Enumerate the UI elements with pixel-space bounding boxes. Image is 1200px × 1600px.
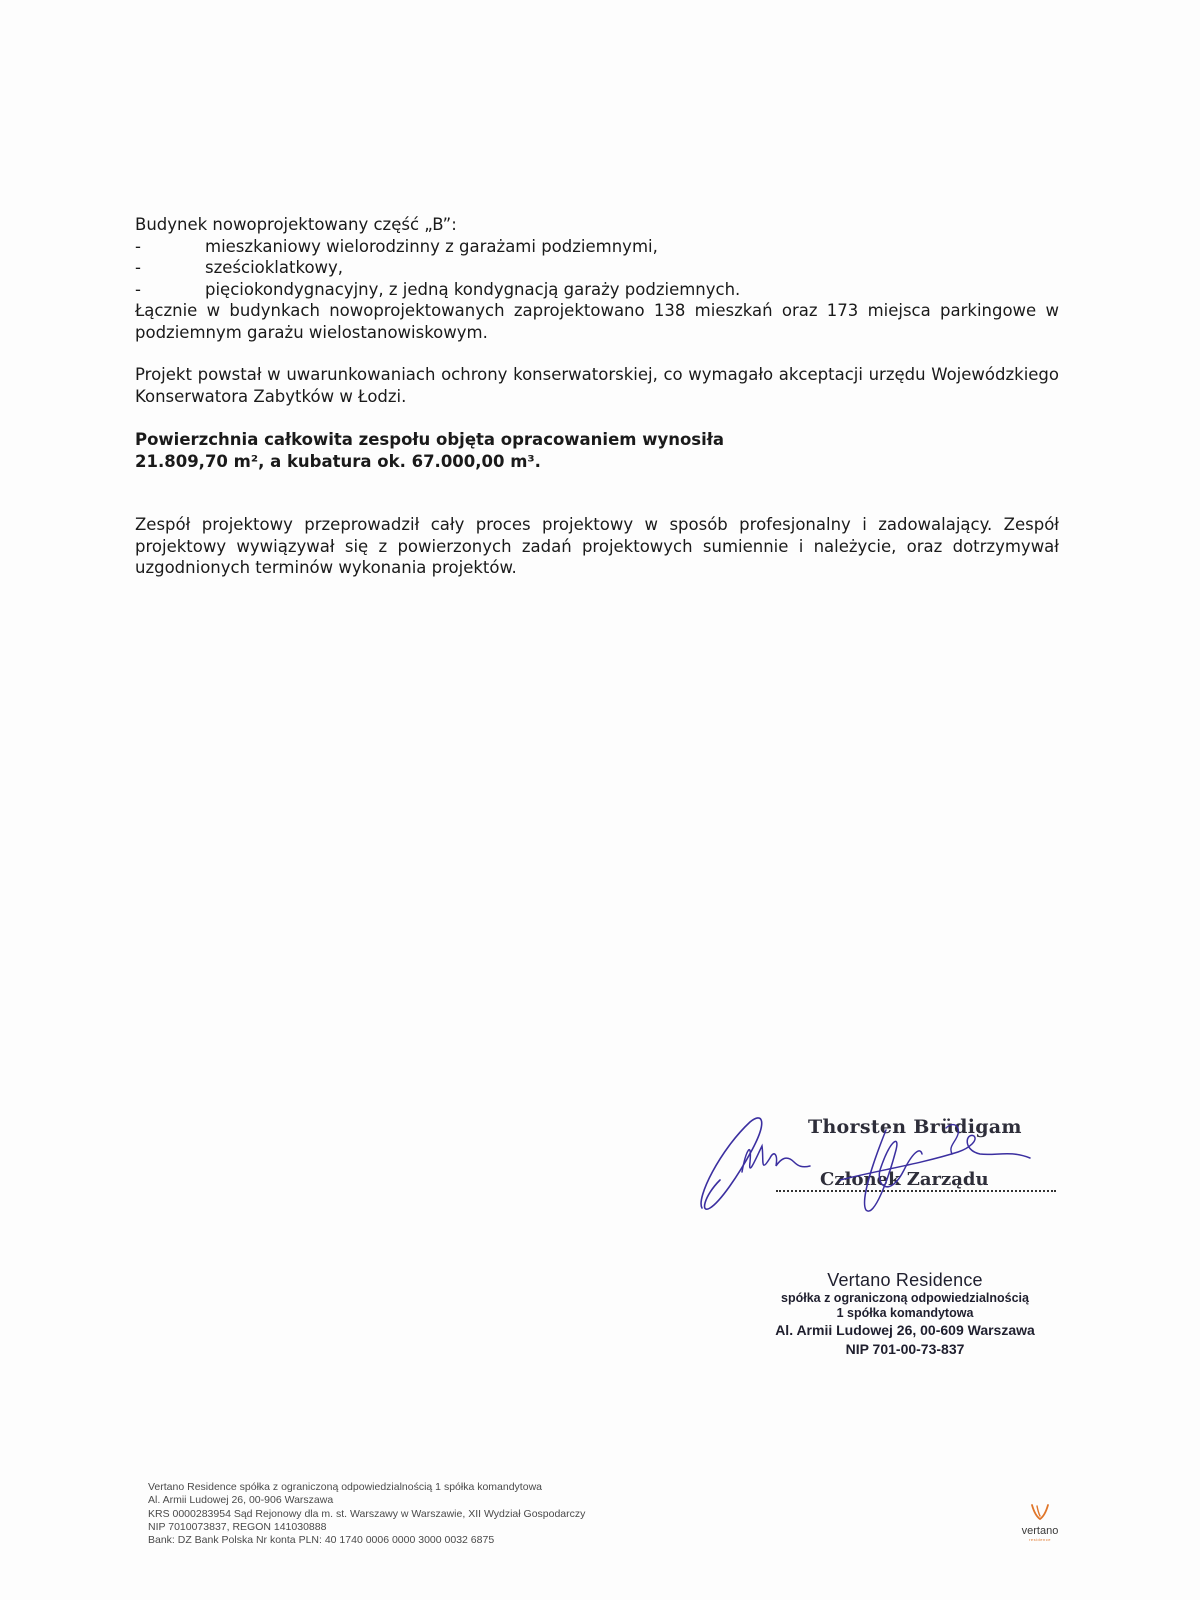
letterhead-footer xyxy=(148,1481,848,1547)
list-item-text: pięciokondygnacyjny, z jedną kondygnacją garaży podziemnych. xyxy=(205,279,741,299)
letter-body xyxy=(135,214,1059,579)
stamp-company-form: spółka z ograniczoną odpowiedzialnością xyxy=(781,1291,1029,1305)
company-stamp xyxy=(760,1270,1050,1359)
bullet-dash: - xyxy=(135,258,141,277)
stamp-address: Al. Armii Ludowej 26, 00-609 Warszawa xyxy=(775,1322,1035,1338)
stamp-company-name: Vertano Residence xyxy=(827,1270,983,1290)
footer-line: Vertano Residence spółka z ograniczoną odpowiedzialnością 1 spółka komandytowa xyxy=(148,1481,542,1493)
vertano-leaf-icon xyxy=(1029,1502,1051,1522)
list-item xyxy=(135,236,1059,258)
vertano-logo xyxy=(1012,1502,1068,1542)
footer-line: KRS 0000283954 Sąd Rejonowy dla m. st. Warszawy w Warszawie, XII Wydział Gospodarczy xyxy=(148,1507,586,1520)
footer-line: NIP 7010073837, REGON 141030888 xyxy=(148,1520,327,1533)
area-line-1: Powierzchnia całkowita zespołu objęta opracowaniem wynosiła xyxy=(135,430,725,449)
logo-subtitle: residence xyxy=(1029,1537,1051,1542)
bullet-dash: - xyxy=(135,279,141,299)
list-item-text: sześcioklatkowy, xyxy=(205,258,344,277)
logo-wordmark: vertano xyxy=(1021,1525,1059,1537)
stamp-company-type: 1 spółka komandytowa xyxy=(836,1306,974,1320)
summary-paragraph: Łącznie w budynkach nowoprojektowanych zaprojektowano 138 mieszkań oraz 173 miejsca parkingowe w podziemnym garażu wielostanowiskowym. xyxy=(135,301,1059,342)
stamp-nip: NIP 701-00-73-837 xyxy=(845,1341,965,1357)
list-item xyxy=(135,257,1059,279)
building-features-list xyxy=(135,236,1059,301)
list-item-text: mieszkaniowy wielorodzinny z garażami podziemnymi, xyxy=(205,236,658,256)
footer-line: Bank: DZ Bank Polska Nr konta PLN: 40 1740 0006 0000 3000 0032 6875 xyxy=(148,1534,495,1547)
signatory-name: Thorsten Brüdigam xyxy=(808,1116,1022,1138)
area-statement xyxy=(135,429,1059,472)
conservation-paragraph: Projekt powstał w uwarunkowaniach ochrony konserwatorskiej, co wymagało akceptacji urzędu Wojewódzkiego Konserwatora Zabytków w Łodzi. xyxy=(135,365,1059,406)
footer-line: Al. Armii Ludowej 26, 00-906 Warszawa xyxy=(148,1494,334,1507)
bullet-dash: - xyxy=(135,236,141,256)
building-intro: Budynek nowoprojektowany część „B”: xyxy=(135,215,457,234)
area-line-2: 21.809,70 m², a kubatura ok. 67.000,00 m³. xyxy=(135,451,541,471)
team-paragraph: Zespół projektowy przeprowadził cały proces projektowy w sposób profesjonalny i zadowalający. Zespół projektowy wywiązywał się z powierzonych zadań projektowych sumiennie i należycie, oraz dotrzymywał uzgodnionych terminów wykonania projektów. xyxy=(135,515,1059,577)
signatory-role: Członek Zarządu xyxy=(820,1169,989,1190)
list-item xyxy=(135,279,1059,301)
handwritten-signature xyxy=(690,1110,1070,1230)
